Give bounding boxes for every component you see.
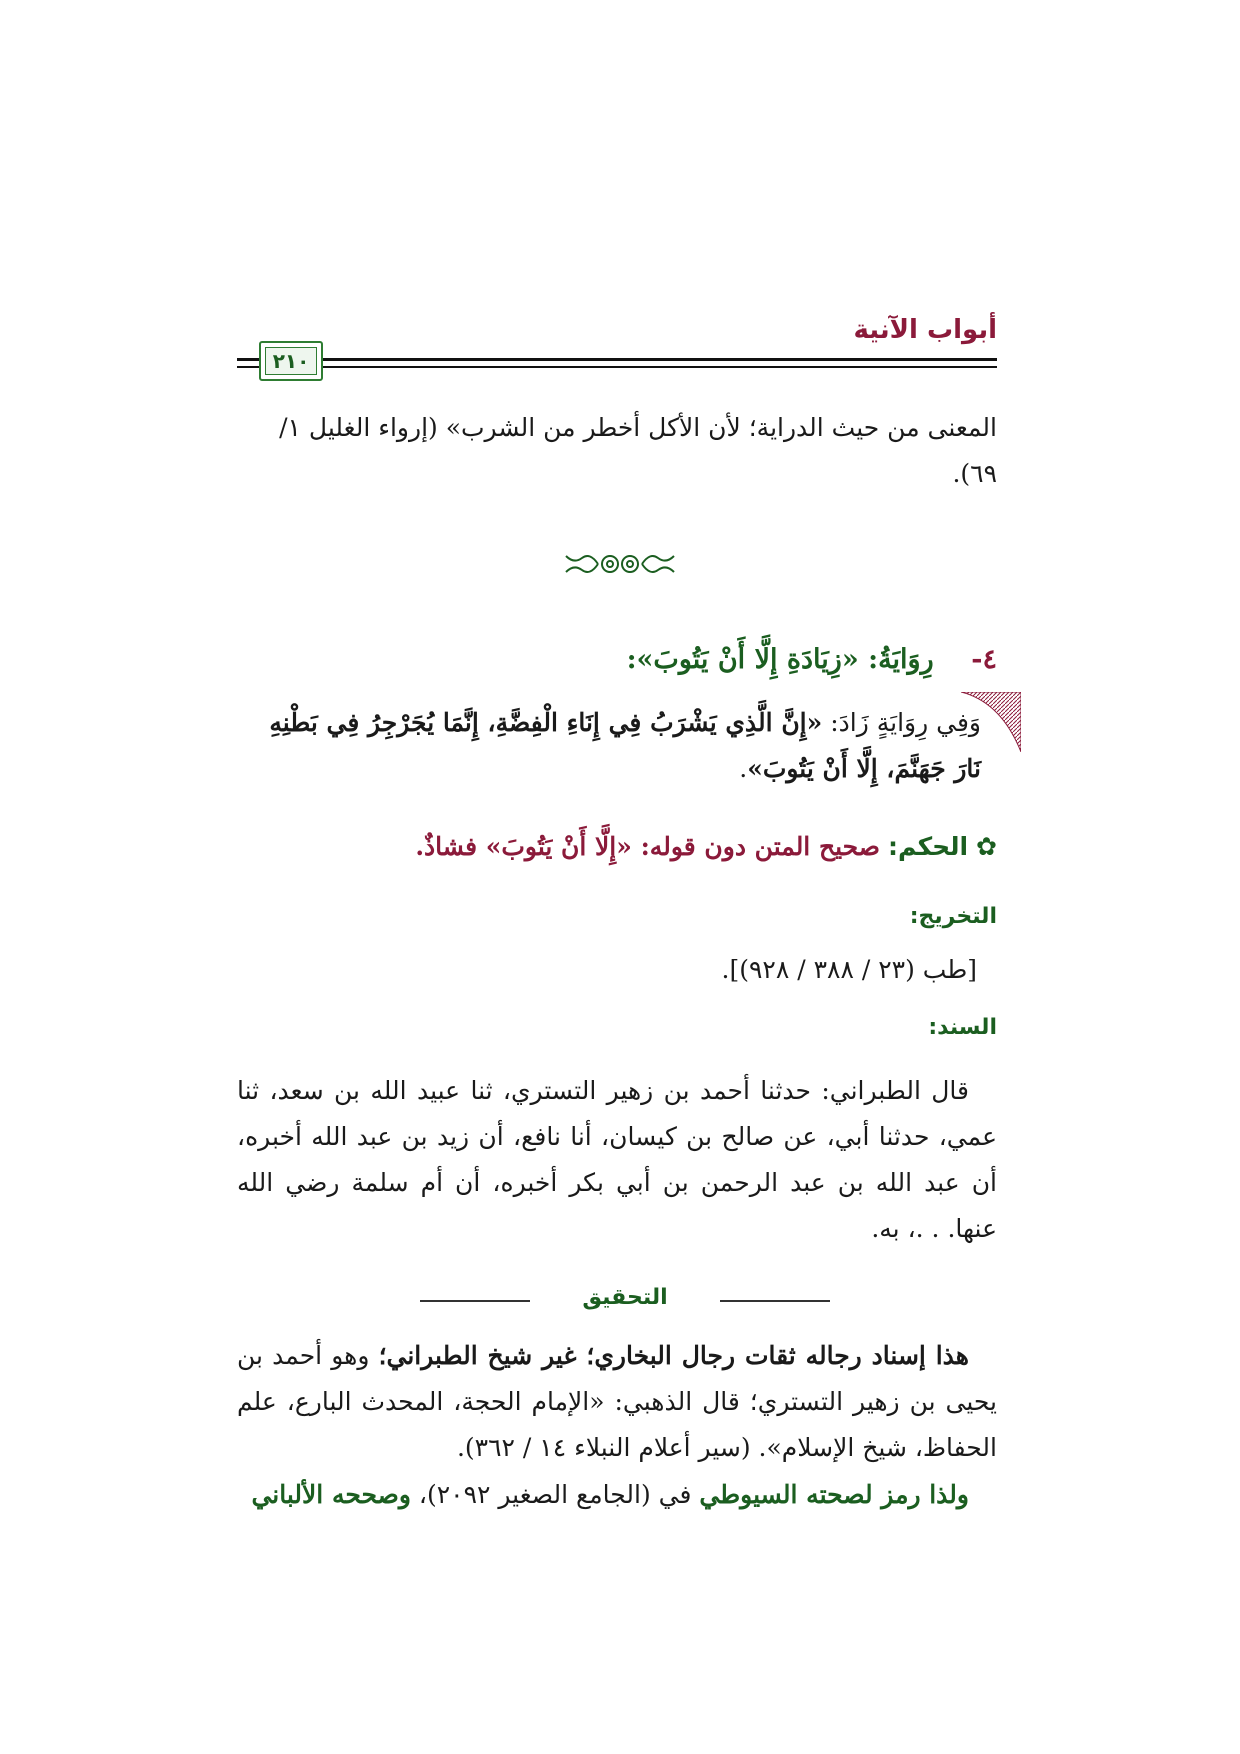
page-number-badge [259,341,323,381]
section-title: رِوَايَةُ: «زِيَادَةِ إِلَّا أَنْ يَتُوبَ»: [626,644,934,675]
floral-ornament-icon [560,544,680,584]
conclusion-part-1: ولذا رمز لصحته السيوطي [699,1480,969,1509]
hadith-text [237,700,997,792]
takhrij-label: التخريج: [909,904,997,929]
conclusion-paragraph [237,1472,997,1518]
chapter-title: أبواب الآنية [853,315,997,345]
header-rule-bottom [237,366,997,368]
takhrij-reference: [طب (٢٣ / ٣٨٨ / ٩٢٨)]. [721,955,977,984]
tahqiq-label: التحقيق [582,1285,668,1310]
ruling-value: صحيح المتن دون قوله: «إِلَّا أَنْ يَتُوبَ» فشاذٌ. [415,832,881,861]
hadith-body: «إِنَّ الَّذِي يَشْرَبُ فِي إِنَاءِ الْفِضَّةِ، إِنَّمَا يُجَرْجِرُ فِي بَطْنِهِ نَارَ جَهَنَّمَ، إِلَّا أَنْ يَتُوبَ» [269,708,981,783]
conclusion-part-3: وصححه الألباني [251,1480,411,1509]
ruling-label: الحكم: [887,832,969,861]
tahqiq-rest-text: وهو أحمد بن يحيى بن زهير التستري؛ قال الذهبي: «الإمام الحجة، المحدث البارع، علم الحفاظ، شيخ الإسلام». (سير أعلام النبلاء ١٤ / ٣٦٢). [237,1341,997,1462]
section-number: ٤- [971,644,997,675]
tahqiq-paragraph [237,1333,997,1471]
sanad-paragraph: قال الطبراني: حدثنا أحمد بن زهير التستري، ثنا عبيد الله بن سعد، ثنا عمي، حدثنا أبي، عن صالح بن كيسان، أنا نافع، أن زيد بن عبد الله أخبره، أن عبد الله بن عبد الرحمن بن أبي بكر أخبره، أن أم سلمة رضي الله عنها. . .، به. [237,1076,997,1243]
sanad-label: السند: [928,1015,997,1040]
intro-line-1: المعنى من حيث الدراية؛ لأن الأكل أخطر من الشرب» (إرواء الغليل ١/ [279,413,997,442]
intro-paragraph [237,405,997,497]
hadith-end: . [739,754,748,783]
ruling-line [237,832,997,861]
hadith-block [237,700,997,792]
header-rule-top [237,358,997,361]
page-header [237,315,997,385]
conclusion-part-2: في (الجامع الصغير ٢٠٩٢)، [410,1480,700,1509]
section-heading [237,644,997,675]
tahqiq-bold-text: هذا إسناد رجاله ثقات رجال البخاري؛ غير شيخ الطبراني؛ [378,1341,969,1370]
tahqiq-divider [420,1285,830,1315]
corner-ornament-icon [961,692,1021,752]
page-number: ٢١٠ [265,347,317,375]
hadith-intro: وَفِي رِوَايَةٍ زَادَ: [822,708,981,737]
intro-line-2: ٦٩). [952,459,997,488]
flower-bullet-icon: ✿ [976,832,997,861]
